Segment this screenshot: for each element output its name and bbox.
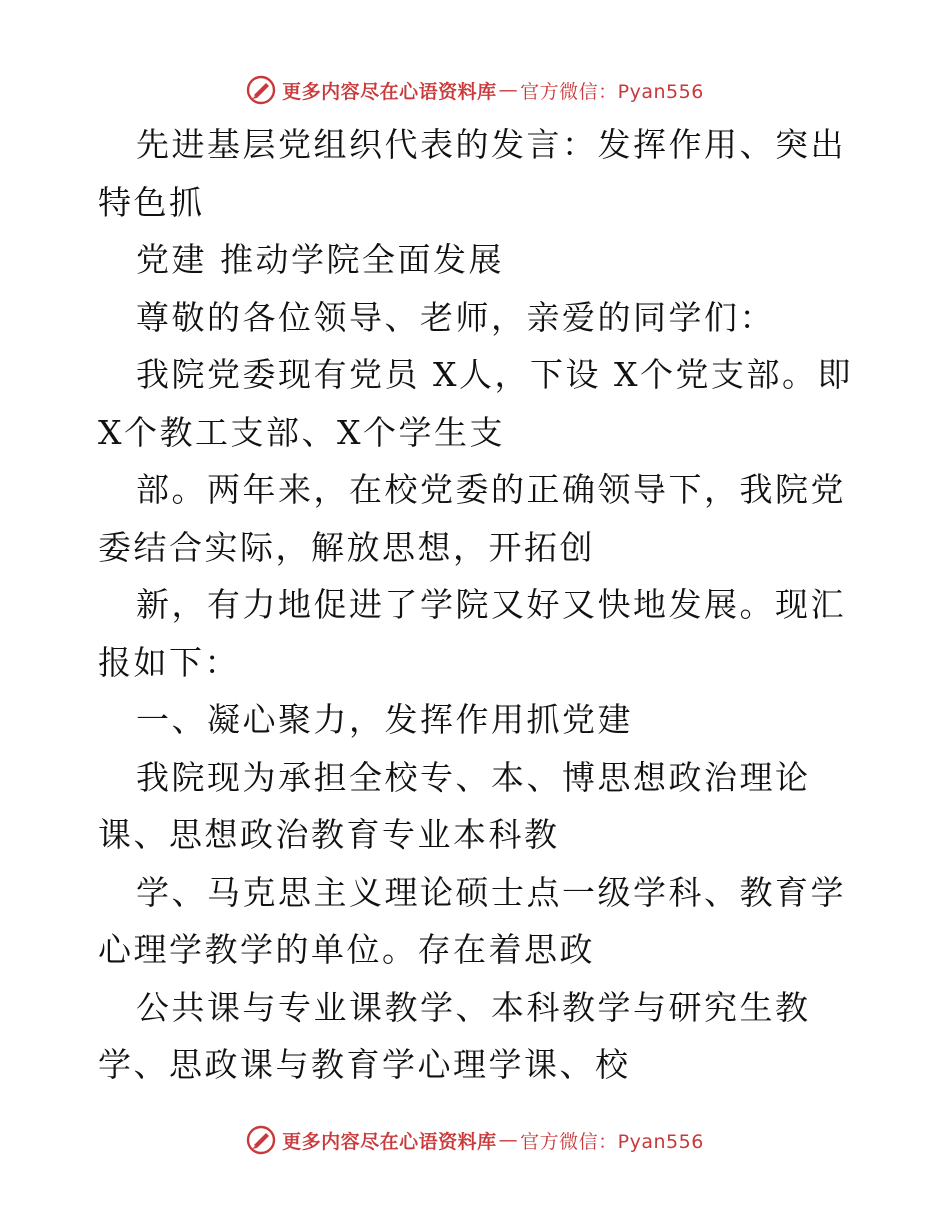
logo-icon bbox=[246, 75, 276, 105]
paragraph: 学、马克思主义理论硕士点一级学科、教育学心理学教学的单位。存在着思政 bbox=[98, 872, 846, 969]
paragraph: 我院党委现有党员 X人，下设 X个党支部。即X个教工支部、X个学生支 bbox=[98, 355, 853, 452]
paragraph-title-cont: 党建 推动学院全面发展 bbox=[136, 240, 504, 279]
banner-wechat: 官方微信：Pyan556 bbox=[520, 1130, 704, 1153]
paragraph: 公共课与专业课教学、本科教学与研究生教学、思政课与教育学心理学课、校 bbox=[98, 987, 811, 1084]
banner-separator: — bbox=[498, 79, 519, 101]
section-heading: 一、凝心聚力，发挥作用抓党建 bbox=[136, 700, 633, 739]
banner-wechat: 官方微信：Pyan556 bbox=[520, 80, 704, 103]
paragraph-title: 先进基层党组织代表的发言：发挥作用、突出特色抓 bbox=[98, 125, 846, 222]
banner-site-name: 更多内容尽在心语资料库 bbox=[282, 1130, 497, 1153]
footer-banner bbox=[0, 1120, 950, 1160]
banner-site-name: 更多内容尽在心语资料库 bbox=[282, 80, 497, 103]
header-banner bbox=[0, 70, 950, 110]
paragraph-salutation: 尊敬的各位领导、老师，亲爱的同学们： bbox=[136, 297, 775, 337]
paragraph: 我院现为承担全校专、本、博思想政治理论课、思想政治教育专业本科教 bbox=[98, 757, 811, 854]
logo-icon bbox=[246, 1125, 276, 1155]
document-body bbox=[98, 116, 858, 1094]
banner-separator: — bbox=[498, 1129, 519, 1151]
paragraph: 部。两年来，在校党委的正确领导下，我院党委结合实际，解放思想，开拓创 bbox=[98, 470, 846, 567]
paragraph: 新，有力地促进了学院又好又快地发展。现汇报如下： bbox=[98, 585, 846, 682]
